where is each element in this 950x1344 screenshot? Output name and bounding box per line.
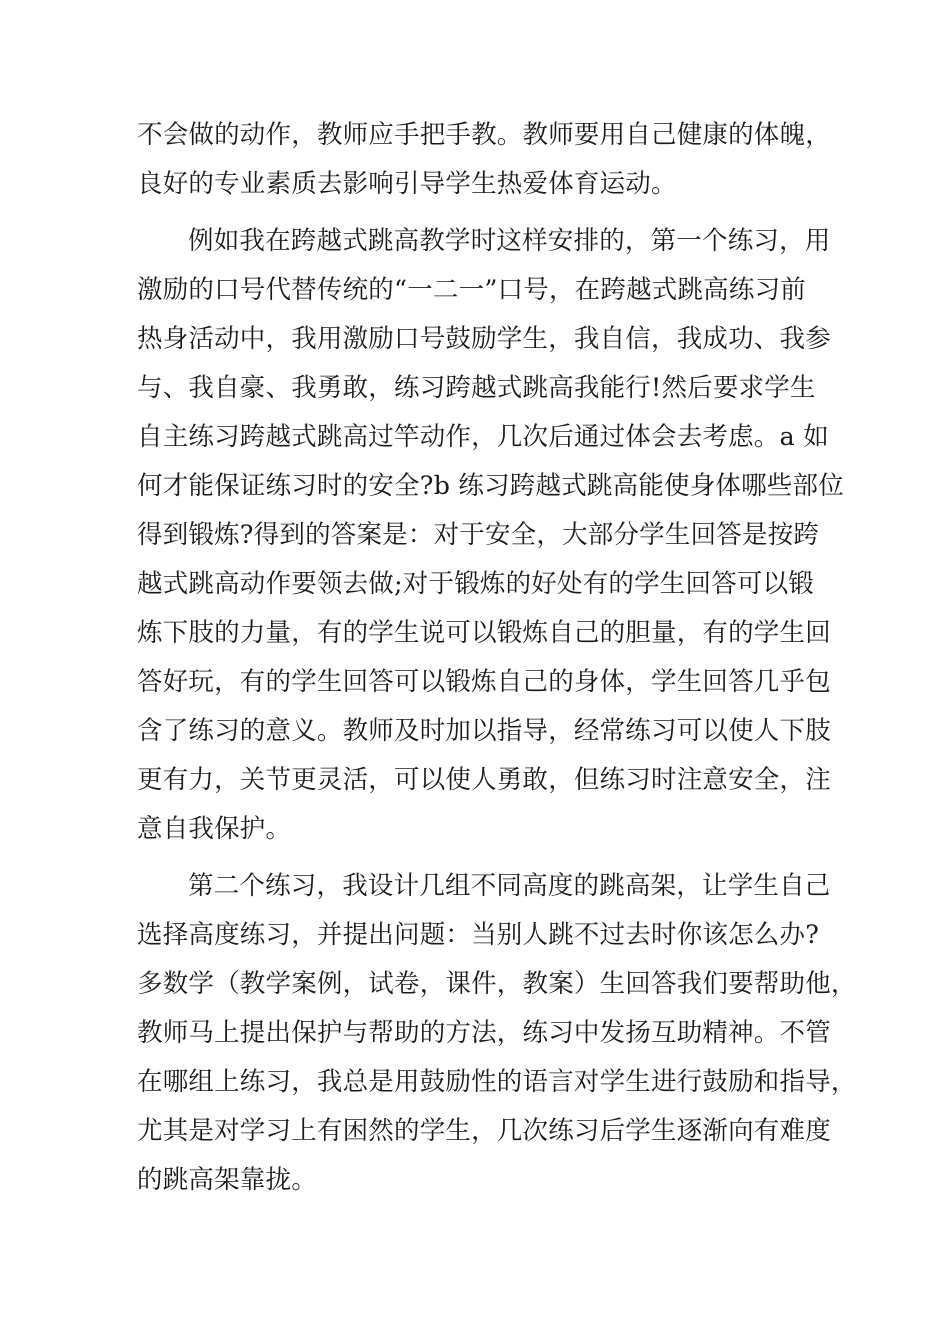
paragraph-2 — [137, 217, 844, 854]
text-line: 不会做的动作，教师应手把手教。教师要用自己健康的体魄， — [137, 120, 831, 150]
text-line: 的跳高架靠拢。 — [137, 1165, 317, 1195]
text-line: 良好的专业素质去影响引导学生热爱体育运动。 — [137, 169, 677, 199]
paragraph-1 — [137, 111, 837, 209]
text-line: 尤其是对学习上有困然的学生，几次练习后学生逐渐向有难度 — [137, 1116, 831, 1146]
paragraph-3 — [137, 862, 857, 1205]
text-line: 越式跳高动作要领去做;对于锻炼的好处有的学生回答可以锻 — [137, 569, 814, 599]
text-line: 含了练习的意义。教师及时加以指导，经常练习可以使人下肢 — [137, 716, 831, 746]
text-line: 多数学（教学案例，试卷，课件，教案）生回答我们要帮助他， — [137, 969, 857, 999]
text-line: 在哪组上练习，我总是用鼓励性的语言对学生进行鼓励和指导， — [137, 1067, 857, 1097]
text-line: 答好玩，有的学生回答可以锻炼自己的身体，学生回答几乎包 — [137, 667, 831, 697]
text-line: 选择高度练习，并提出问题：当别人跳不过去时你该怎么办? — [137, 920, 820, 950]
text-line: 自主练习跨越式跳高过竿动作，几次后通过体会去考虑。a 如 — [137, 422, 829, 452]
text-line: 热身活动中，我用激励口号鼓励学生，我自信，我成功、我参 — [137, 324, 831, 354]
text-line: 教师马上提出保护与帮助的方法，练习中发扬互助精神。不管 — [137, 1018, 831, 1048]
text-line: 炼下肢的力量，有的学生说可以锻炼自己的胆量，有的学生回 — [137, 618, 831, 648]
text-line: 意自我保护。 — [137, 814, 292, 844]
text-line: 得到锻炼?得到的答案是：对于安全，大部分学生回答是按跨 — [137, 520, 820, 550]
text-line: 激励的口号代替传统的“一二一”口号，在跨越式跳高练习前 — [137, 275, 806, 305]
text-line: 何才能保证练习时的安全?b 练习跨越式跳高能使身体哪些部位 — [137, 471, 844, 501]
document-body — [137, 111, 857, 1205]
text-line: 更有力，关节更灵活，可以使人勇敢，但练习时注意安全，注 — [137, 765, 831, 795]
text-line: 例如我在跨越式跳高教学时这样安排的，第一个练习，用 — [188, 226, 831, 256]
text-line: 与、我自豪、我勇敢，练习跨越式跳高我能行!然后要求学生 — [137, 373, 816, 403]
text-line: 第二个练习，我设计几组不同高度的跳高架，让学生自己 — [188, 871, 831, 901]
